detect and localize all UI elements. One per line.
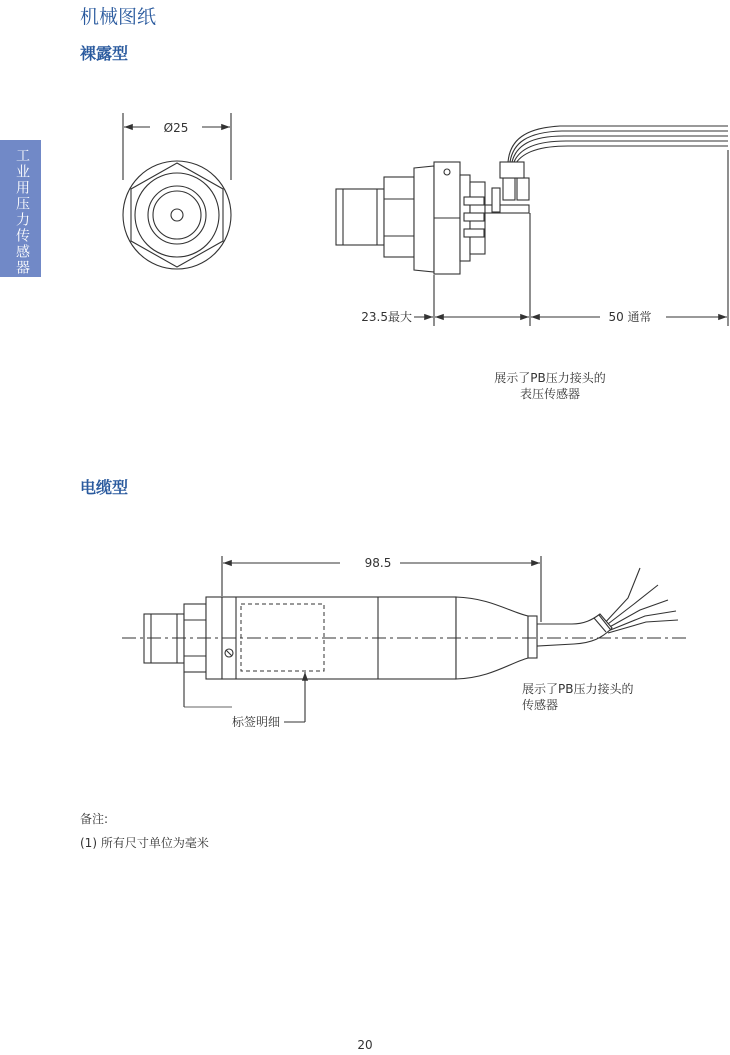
page-title: 机械图纸 — [80, 6, 157, 28]
bare-caption-line2: 表压传感器 — [519, 387, 581, 401]
notes-title: 备注: — [80, 812, 109, 826]
length-label: 98.5 — [364, 556, 392, 570]
dim-max-label: 23.5最大 — [361, 310, 412, 324]
cable-caption-line2: 传感器 — [522, 698, 559, 712]
side-tab-label: 工业用压力传感器 — [14, 148, 30, 276]
notes-item-1: (1) 所有尺寸单位为毫米 — [80, 836, 209, 850]
bare-front-view — [123, 113, 231, 269]
label-detail: 标签明细 — [231, 715, 280, 729]
dim-typical-label: 50 通常 — [608, 310, 652, 324]
page-number: 20 — [357, 1038, 373, 1052]
section-heading-cable: 电缆型 — [80, 478, 129, 497]
diameter-label: Ø25 — [163, 121, 189, 135]
bare-side-view — [336, 126, 728, 274]
section-heading-bare: 裸露型 — [80, 44, 129, 63]
cable-caption-line1: 展示了PB压力接头的 — [522, 682, 634, 696]
bare-caption-line1: 展示了PB压力接头的 — [494, 371, 606, 385]
cable-sensor-view — [144, 568, 678, 679]
